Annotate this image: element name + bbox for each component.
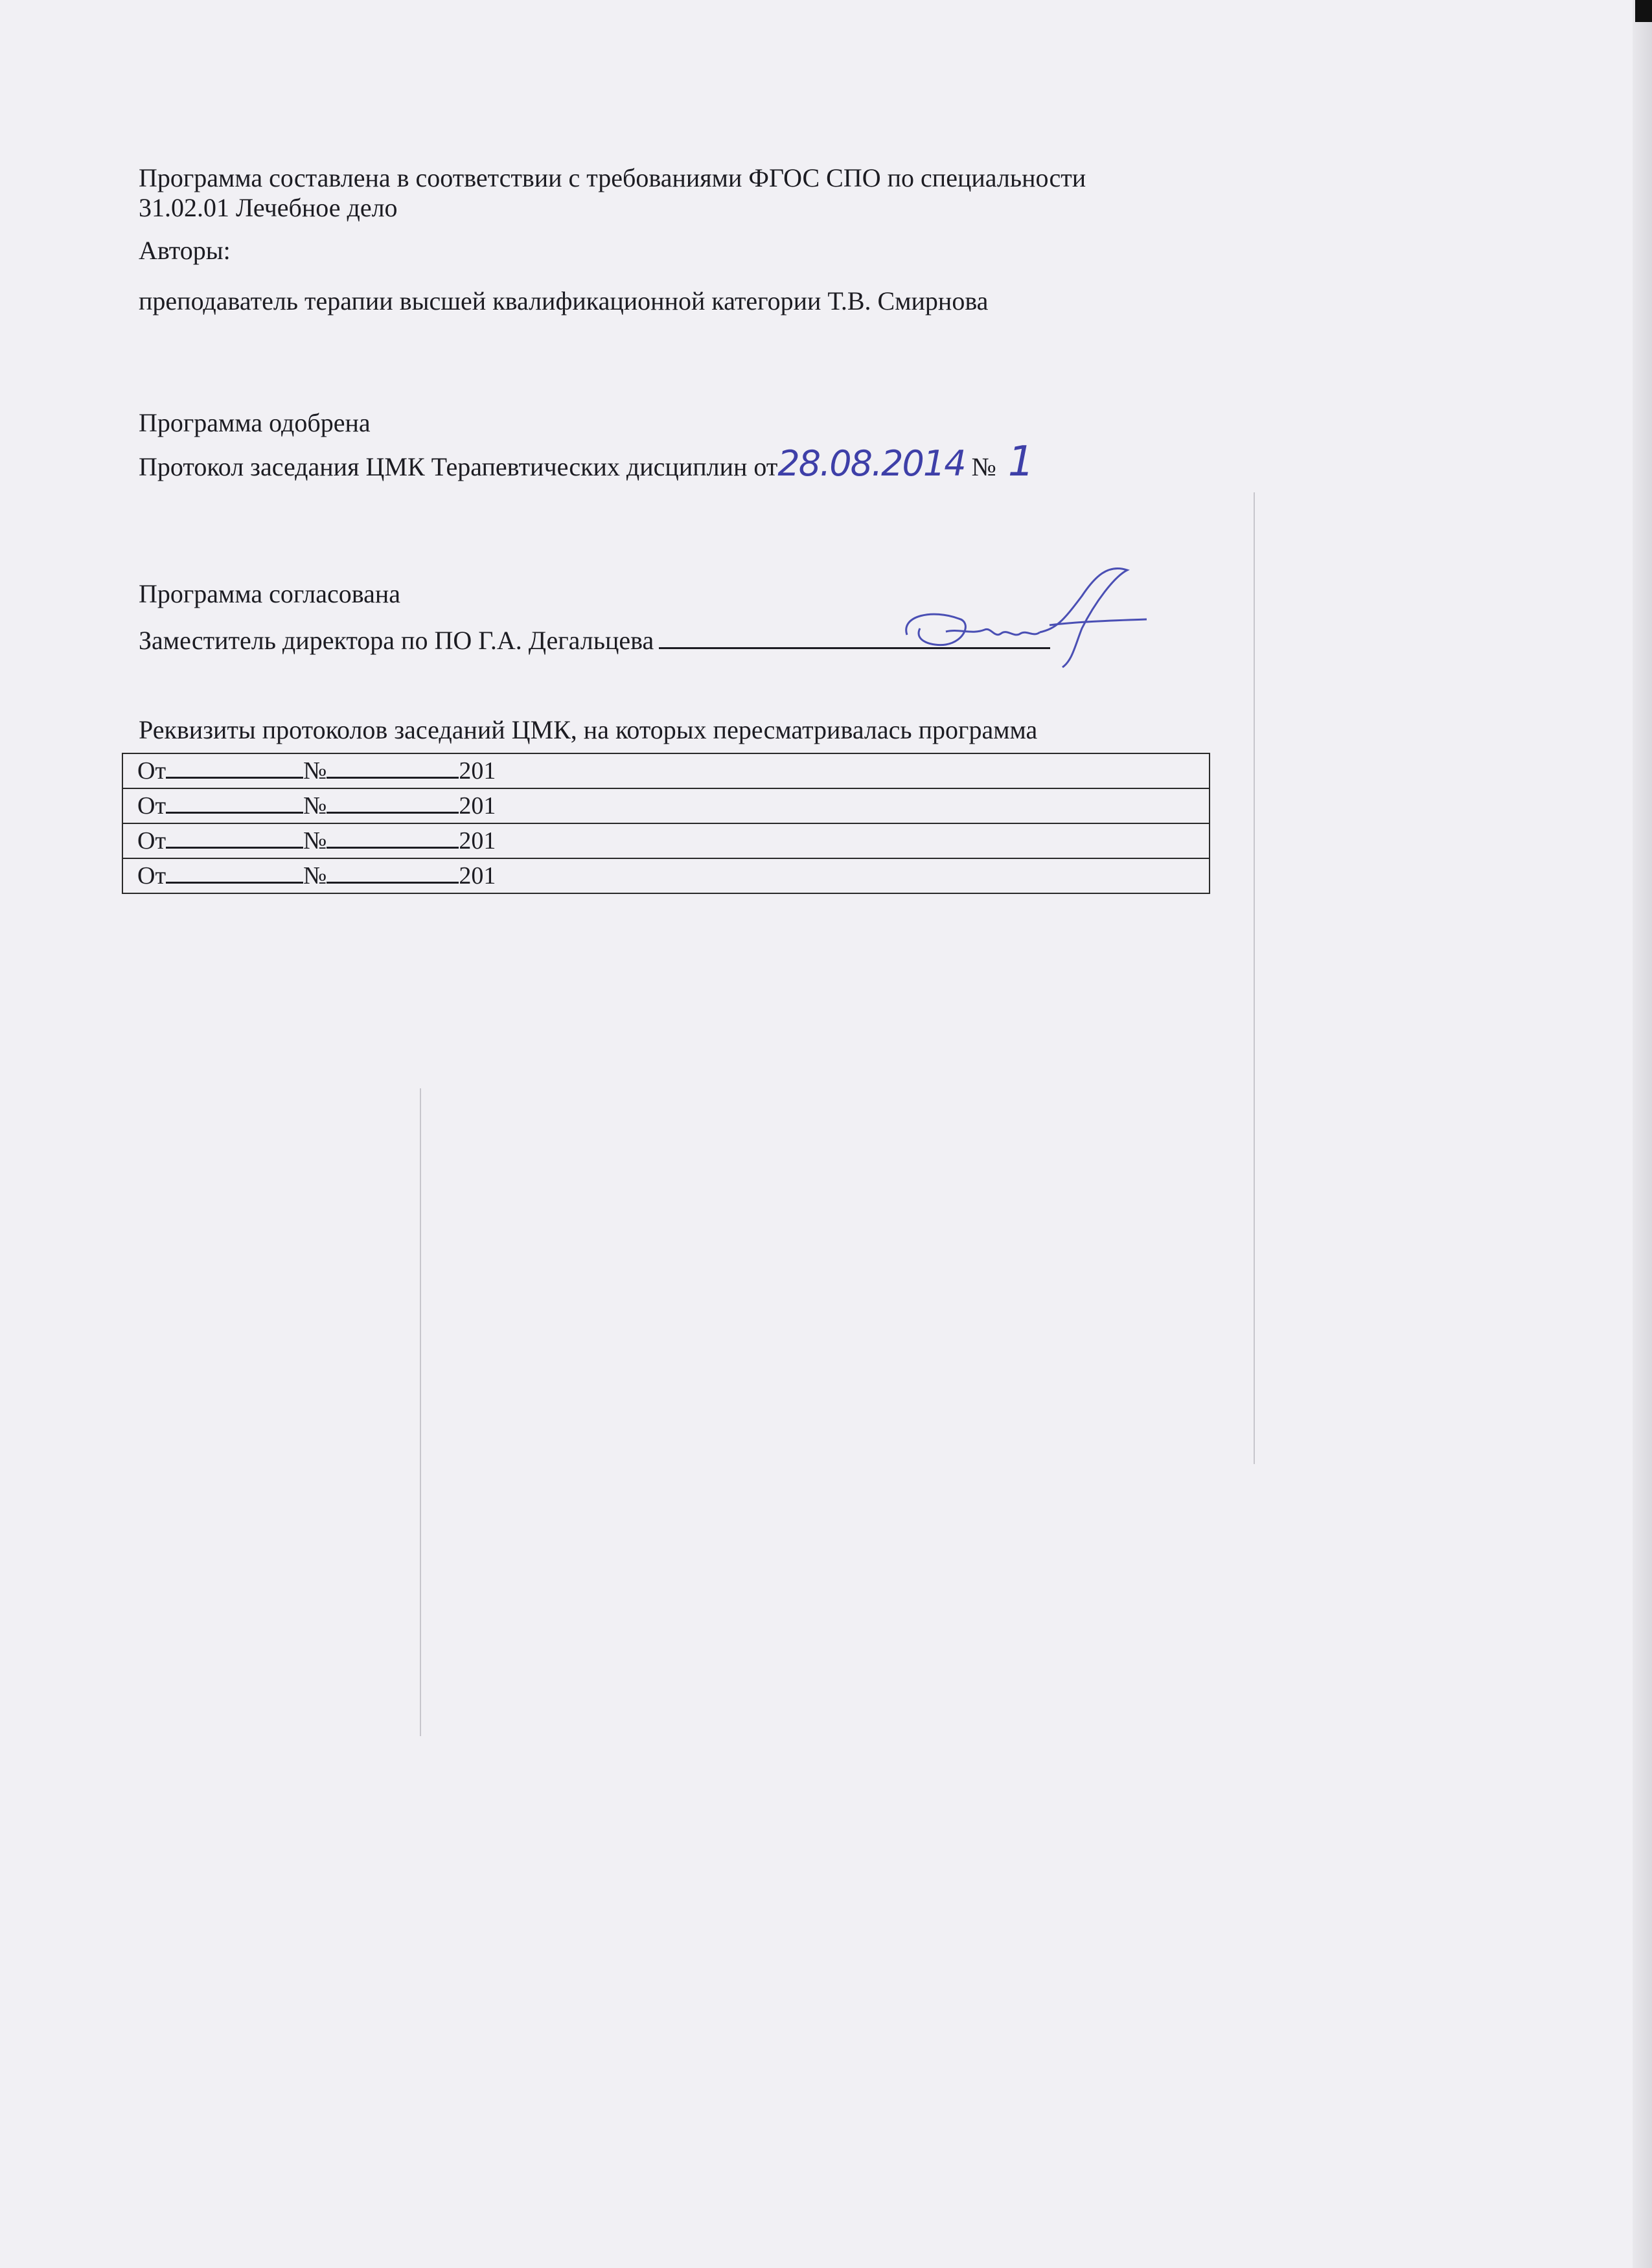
number-blank [327,759,459,779]
row-number-sign: № [303,862,327,889]
row-number-sign: № [303,792,327,819]
table-row [122,753,1210,788]
page-edge [1633,0,1652,2268]
table-cell [122,823,1210,858]
table-cell [122,753,1210,788]
requisites-table [122,753,1210,894]
number-blank [327,829,459,849]
row-from-label: От [137,862,166,889]
date-blank [166,794,303,814]
table-row [122,823,1210,858]
table-cell [122,788,1210,823]
date-blank [166,864,303,884]
table-cell [122,858,1210,893]
signature-image [888,557,1160,687]
scan-corner [1635,0,1652,22]
authors-label: Авторы: [139,236,231,265]
deputy-name: Заместитель директора по ПО Г.А. Дегальцева [139,626,654,655]
approval-protocol-line [139,438,1035,486]
agreement-title: Программа согласована [139,579,401,608]
fold-mark [420,1088,421,1736]
row-number-sign: № [303,757,327,785]
date-blank [166,759,303,779]
approval-title: Программа одобрена [139,408,371,437]
protocol-date: 28.08.2014 [777,443,965,484]
table-row [122,788,1210,823]
requisites-heading: Реквизиты протоколов заседаний ЦМК, на которых пересматривалась программа [139,715,1038,744]
row-from-label: От [137,792,166,819]
protocol-number: 1 [1007,438,1035,486]
intro-line-1: Программа составлена в соответствии с требованиями ФГОС СПО по специальности [139,163,1086,192]
author-line: преподаватель терапии высшей квалификационной категории Т.В. Смирнова [139,286,989,315]
row-year: 201 [459,862,496,889]
date-blank [166,829,303,849]
number-blank [327,794,459,814]
protocol-prefix: Протокол заседания ЦМК Терапевтических дисциплин от [139,452,778,481]
fold-mark [1254,492,1255,1464]
row-from-label: От [137,827,166,854]
row-year: 201 [459,792,496,819]
row-from-label: От [137,757,166,785]
row-number-sign: № [303,827,327,854]
table-row [122,858,1210,893]
intro-line-2: 31.02.01 Лечебное дело [139,193,398,222]
protocol-number-sign: № [971,452,996,481]
row-year: 201 [459,827,496,854]
number-blank [327,864,459,884]
row-year: 201 [459,757,496,785]
